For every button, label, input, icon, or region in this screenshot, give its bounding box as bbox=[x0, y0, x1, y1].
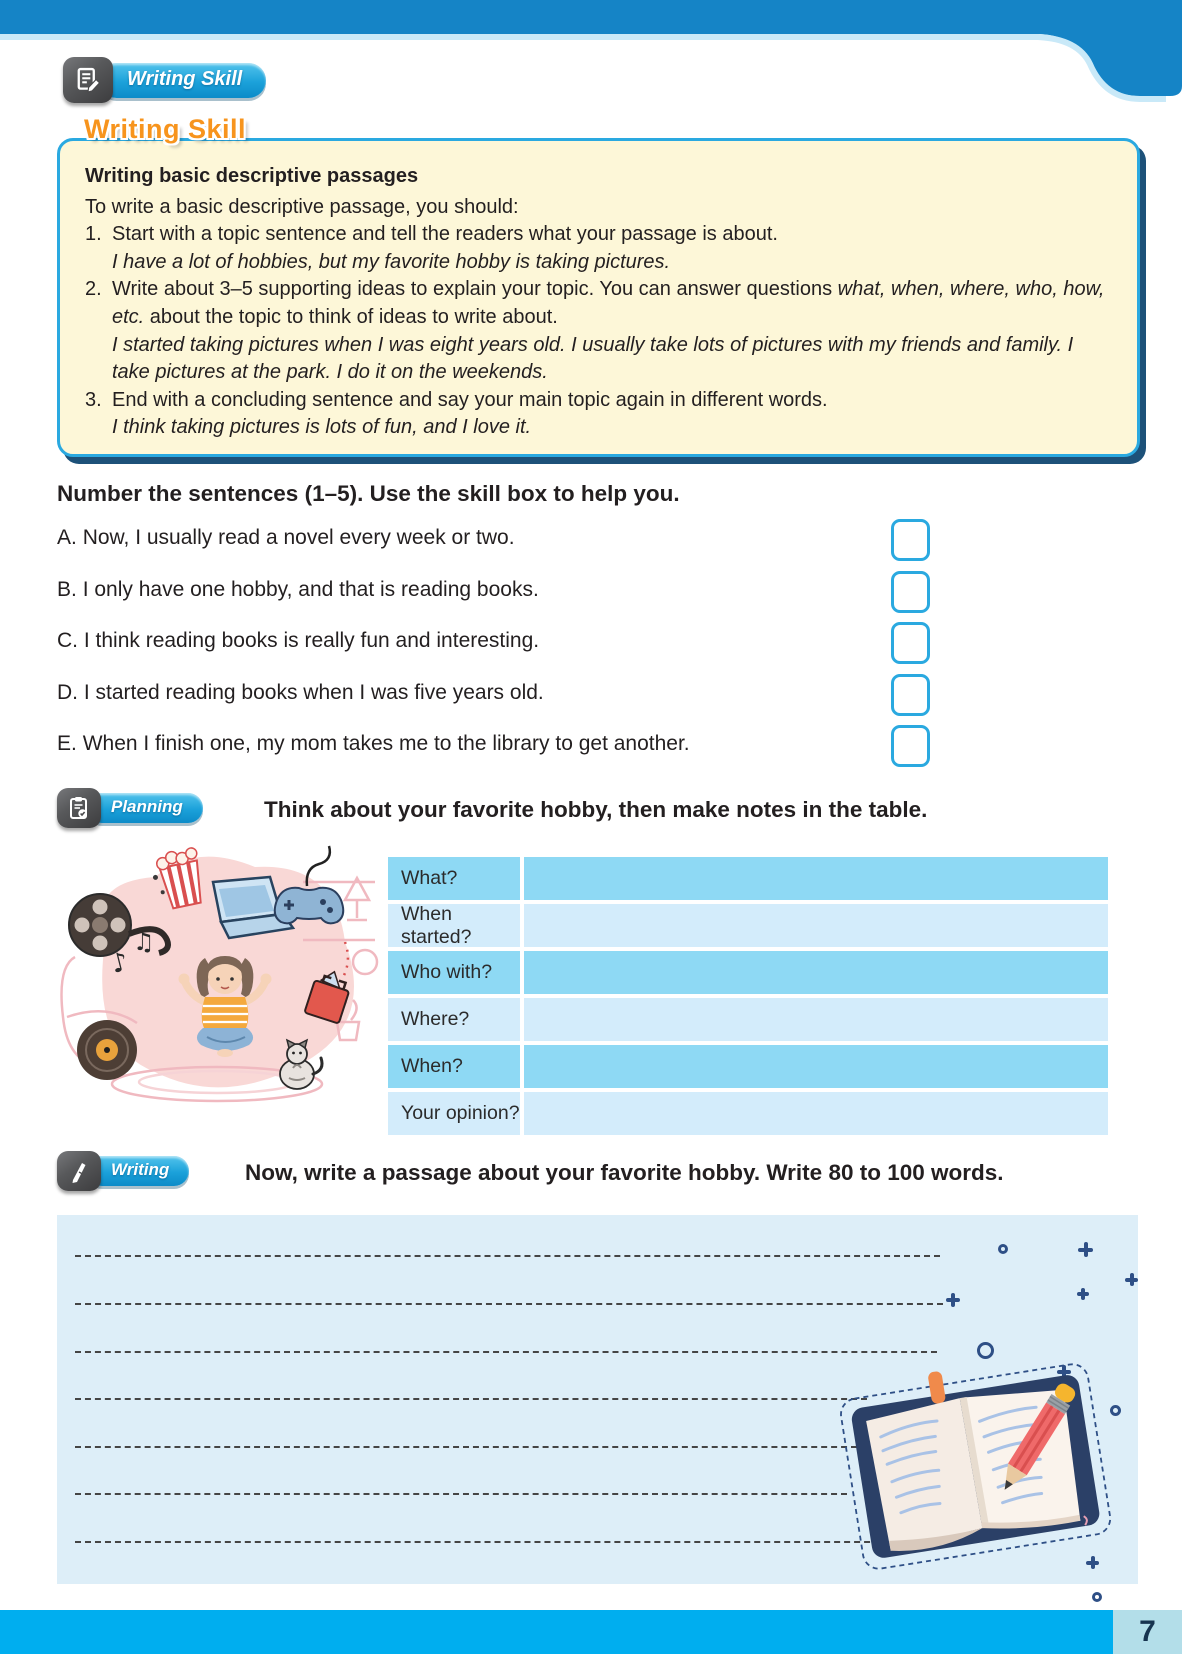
writing-line-5[interactable] bbox=[75, 1446, 857, 1448]
sentence-row-e: E. When I finish one, my mom takes me to the library to get another. bbox=[57, 725, 930, 763]
table-label: What? bbox=[388, 857, 520, 900]
table-input-cell[interactable] bbox=[524, 998, 1108, 1041]
skill-box-title: Writing basic descriptive passages bbox=[85, 165, 419, 187]
svg-text:♪: ♪ bbox=[108, 946, 132, 980]
table-input-cell[interactable] bbox=[524, 951, 1108, 994]
answer-box-b[interactable] bbox=[891, 571, 930, 613]
writing-badge-label: Writing bbox=[87, 1156, 189, 1186]
answer-box-a[interactable] bbox=[891, 519, 930, 561]
table-input-cell[interactable] bbox=[524, 1045, 1108, 1088]
table-label: Your opinion? bbox=[388, 1092, 520, 1135]
plus-decoration bbox=[1077, 1288, 1089, 1300]
skill-item-2: 2. Write about 3–5 supporting ideas to explain your topic. You can answer questions what, when, where, who, how, etc. about the topic to think of ideas to write about. I started taking pictures when I was eight years old. I usually take lots of pictures with my friends and family. I take pictures at the park. I do it on the weekends. bbox=[85, 276, 1111, 386]
writing-line-1[interactable] bbox=[75, 1255, 940, 1257]
skill-item-1: 1. Start with a topic sentence and tell the readers what your passage is about. I have a lot of hobbies, but my favorite hobby is taking pictures. bbox=[85, 221, 1111, 276]
document-pencil-icon bbox=[63, 57, 113, 103]
writing-skill-badge-label: Writing Skill bbox=[99, 63, 266, 98]
plus-decoration bbox=[1078, 1242, 1093, 1257]
skill-example-3: I think taking pictures is lots of fun, and I love it. bbox=[112, 416, 532, 439]
clipboard-check-icon bbox=[57, 788, 101, 828]
svg-text:♫: ♫ bbox=[133, 928, 155, 956]
sentence-row-c: C. I think reading books is really fun and interesting. bbox=[57, 622, 930, 660]
hobbies-illustration bbox=[45, 822, 385, 1112]
writing-instruction: Now, write a passage about your favorite hobby. Write 80 to 100 words. bbox=[245, 1160, 1004, 1185]
table-input-cell[interactable] bbox=[524, 904, 1108, 947]
skill-example-2: I started taking pictures when I was eight years old. I usually take lots of pictures with my friends and family. I take pictures at the park. I do it on the weekends. bbox=[112, 333, 1074, 384]
answer-box-e[interactable] bbox=[891, 725, 930, 767]
writing-line-4[interactable] bbox=[75, 1398, 867, 1400]
skill-box-tag: Writing Skill bbox=[84, 114, 247, 144]
writing-skill-badge bbox=[63, 57, 266, 103]
planning-instruction: Think about your favorite hobby, then make notes in the table. bbox=[264, 797, 928, 822]
plus-decoration bbox=[946, 1293, 960, 1307]
table-label: Where? bbox=[388, 998, 520, 1041]
table-input-cell[interactable] bbox=[524, 857, 1108, 900]
writing-panel bbox=[57, 1215, 1138, 1584]
skill-box bbox=[57, 138, 1140, 457]
page-number: 7 bbox=[1113, 1610, 1182, 1654]
sentence-row-b: B. I only have one hobby, and that is reading books. bbox=[57, 571, 930, 609]
planning-badge-label: Planning bbox=[87, 793, 203, 823]
table-label: Who with? bbox=[388, 951, 520, 994]
circle-decoration bbox=[998, 1244, 1008, 1254]
plus-decoration bbox=[1125, 1273, 1138, 1286]
answer-box-d[interactable] bbox=[891, 674, 930, 716]
writing-badge bbox=[57, 1151, 189, 1191]
writing-line-6[interactable] bbox=[75, 1493, 847, 1495]
skill-box-intro: To write a basic descriptive passage, you should: bbox=[85, 195, 519, 218]
exercise-instruction: Number the sentences (1–5). Use the skill box to help you. bbox=[57, 481, 680, 506]
writing-line-7[interactable] bbox=[75, 1541, 940, 1543]
pen-icon bbox=[57, 1151, 101, 1191]
planning-badge bbox=[57, 788, 203, 828]
table-label: When started? bbox=[388, 904, 520, 947]
skill-item-3: 3. End with a concluding sentence and say your main topic again in different words. I think taking pictures is lots of fun, and I love it. bbox=[85, 387, 1111, 442]
table-input-cell[interactable] bbox=[524, 1092, 1108, 1135]
sentence-row-d: D. I started reading books when I was five years old. bbox=[57, 674, 930, 712]
skill-example-1: I have a lot of hobbies, but my favorite hobby is taking pictures. bbox=[112, 250, 671, 273]
writing-line-2[interactable] bbox=[75, 1303, 943, 1305]
footer-bar bbox=[0, 1610, 1113, 1654]
notebook-illustration bbox=[822, 1343, 1132, 1581]
table-label: When? bbox=[388, 1045, 520, 1088]
writing-line-3[interactable] bbox=[75, 1351, 937, 1353]
circle-decoration bbox=[1092, 1592, 1102, 1602]
planning-table bbox=[388, 857, 1108, 1135]
sentence-row-a: A. Now, I usually read a novel every week or two. bbox=[57, 519, 930, 557]
answer-box-c[interactable] bbox=[891, 622, 930, 664]
